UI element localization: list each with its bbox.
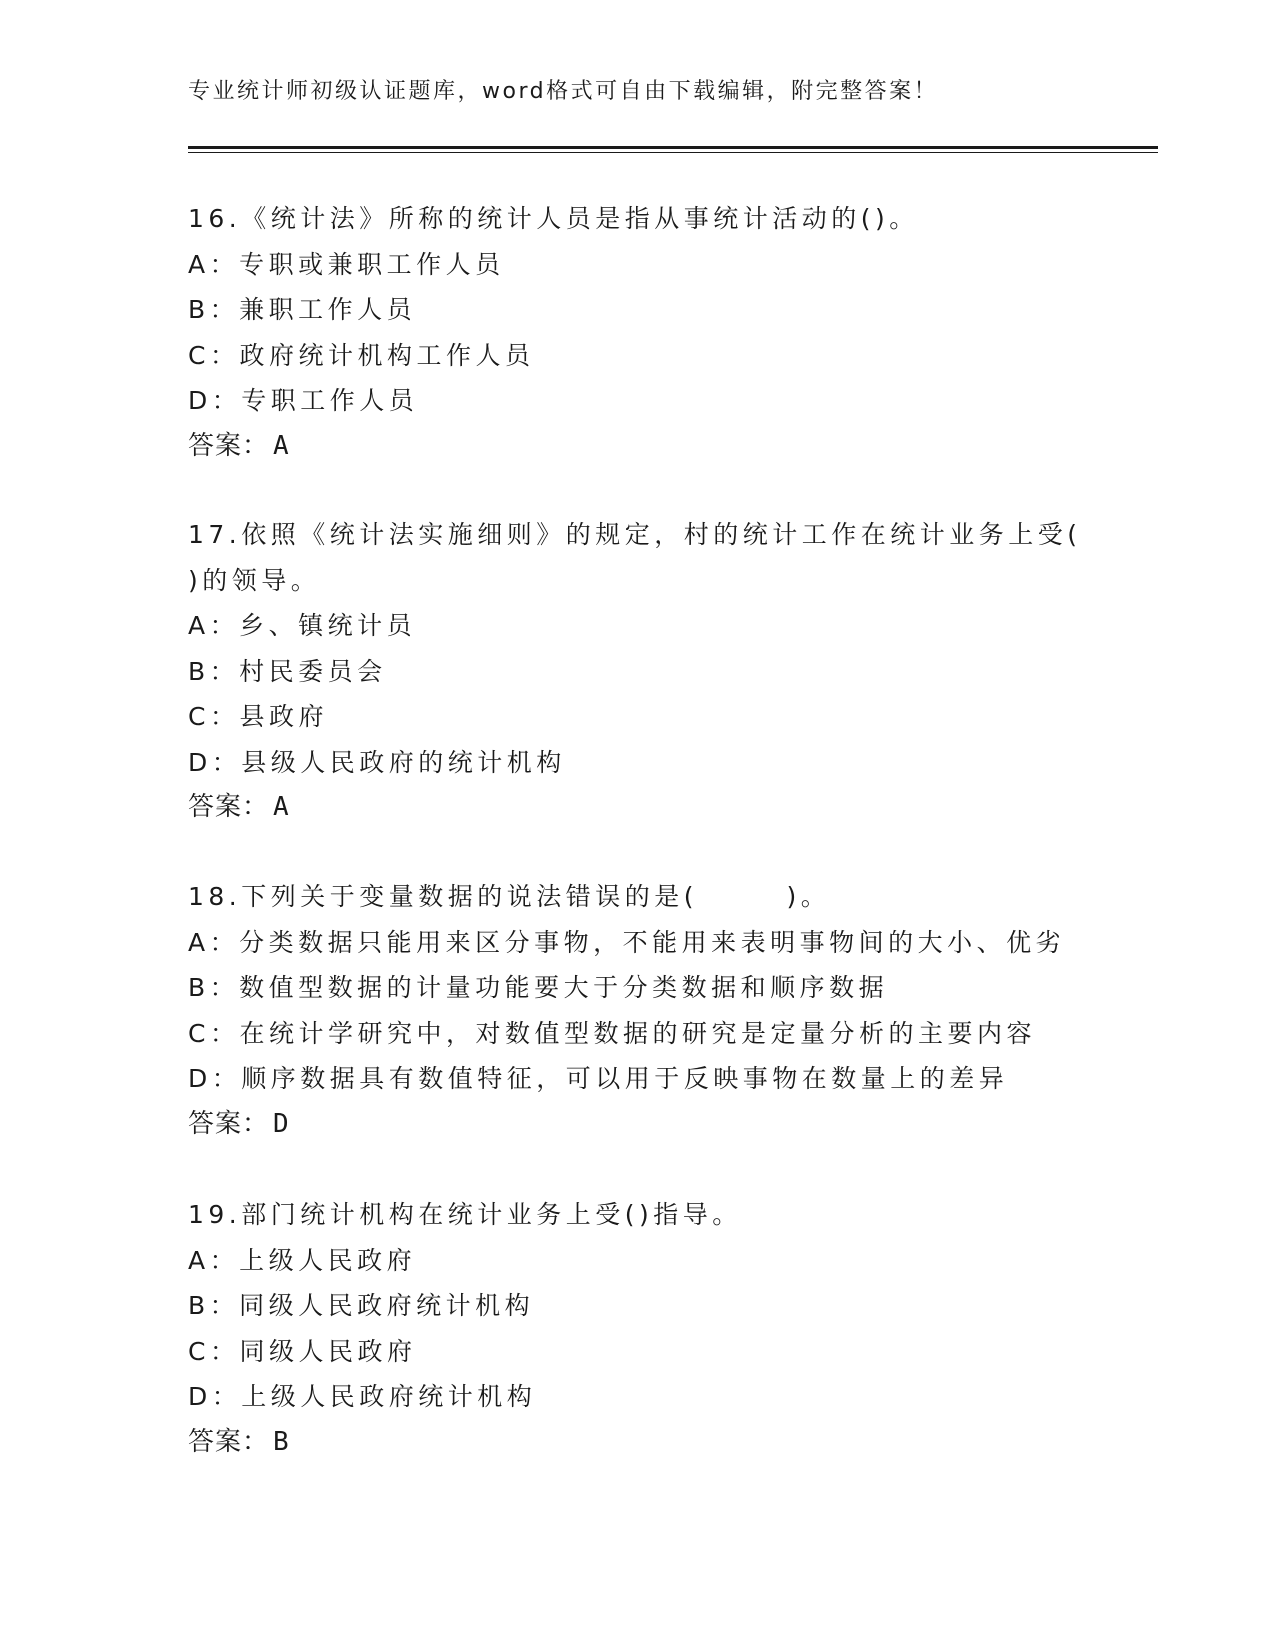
- question-stem: 18.下列关于变量数据的说法错误的是( )。: [188, 882, 831, 911]
- answer-value: A: [273, 792, 290, 822]
- option-d: D：上级人民政府统计机构: [188, 1382, 537, 1411]
- answer-label: 答案：: [188, 430, 270, 461]
- option-a: A：乡、镇统计员: [188, 611, 417, 640]
- question-17: [188, 512, 1088, 831]
- option-d: D：专职工作人员: [188, 386, 419, 415]
- answer-value: D: [273, 1108, 290, 1139]
- answer-value: B: [273, 1426, 290, 1457]
- option-c: C：同级人民政府: [188, 1336, 417, 1366]
- option-b: B：数值型数据的计量功能要大于分类数据和顺序数据: [188, 973, 889, 1002]
- answer-label: 答案：: [188, 792, 270, 822]
- option-a: A：分类数据只能用来区分事物，不能用来表明事物间的大小、优劣: [188, 927, 1066, 957]
- answer-value: A: [273, 430, 290, 461]
- question-16: [188, 196, 1088, 469]
- answer-label: 答案：: [188, 1426, 270, 1457]
- option-c: C：县政府: [188, 702, 328, 731]
- option-c: C：政府统计机构工作人员: [188, 340, 535, 370]
- option-a: A：专职或兼职工作人员: [188, 249, 505, 279]
- answer-line: [188, 1102, 1088, 1148]
- question-19: [188, 1192, 1088, 1465]
- answer-line: [188, 785, 1088, 831]
- option-a: A：上级人民政府: [188, 1245, 417, 1275]
- question-stem: 16.《统计法》所称的统计人员是指从事统计活动的()。: [188, 204, 919, 233]
- option-c: C：在统计学研究中，对数值型数据的研究是定量分析的主要内容: [188, 1018, 1036, 1048]
- answer-line: [188, 424, 1088, 470]
- option-b: B：村民委员会: [188, 656, 387, 686]
- question-stem-continued: )的领导。: [188, 565, 321, 595]
- page-header: 专业统计师初级认证题库，word格式可自由下载编辑，附完整答案！: [188, 79, 939, 104]
- option-b: B：兼职工作人员: [188, 295, 417, 324]
- header-rule-thin: [188, 152, 1158, 153]
- answer-line: [188, 1420, 1088, 1466]
- question-stem: 19.部门统计机构在统计业务上受()指导。: [188, 1200, 742, 1229]
- option-d: D：县级人民政府的统计机构: [188, 747, 566, 777]
- option-d: D：顺序数据具有数值特征，可以用于反映事物在数量上的差异: [188, 1064, 1009, 1093]
- header-rule-thick: [188, 146, 1158, 149]
- answer-label: 答案：: [188, 1108, 270, 1139]
- question-18: [188, 874, 1088, 1147]
- option-b: B：同级人民政府统计机构: [188, 1291, 535, 1320]
- question-stem: 17.依照《统计法实施细则》的规定，村的统计工作在统计业务上受(: [188, 520, 1082, 549]
